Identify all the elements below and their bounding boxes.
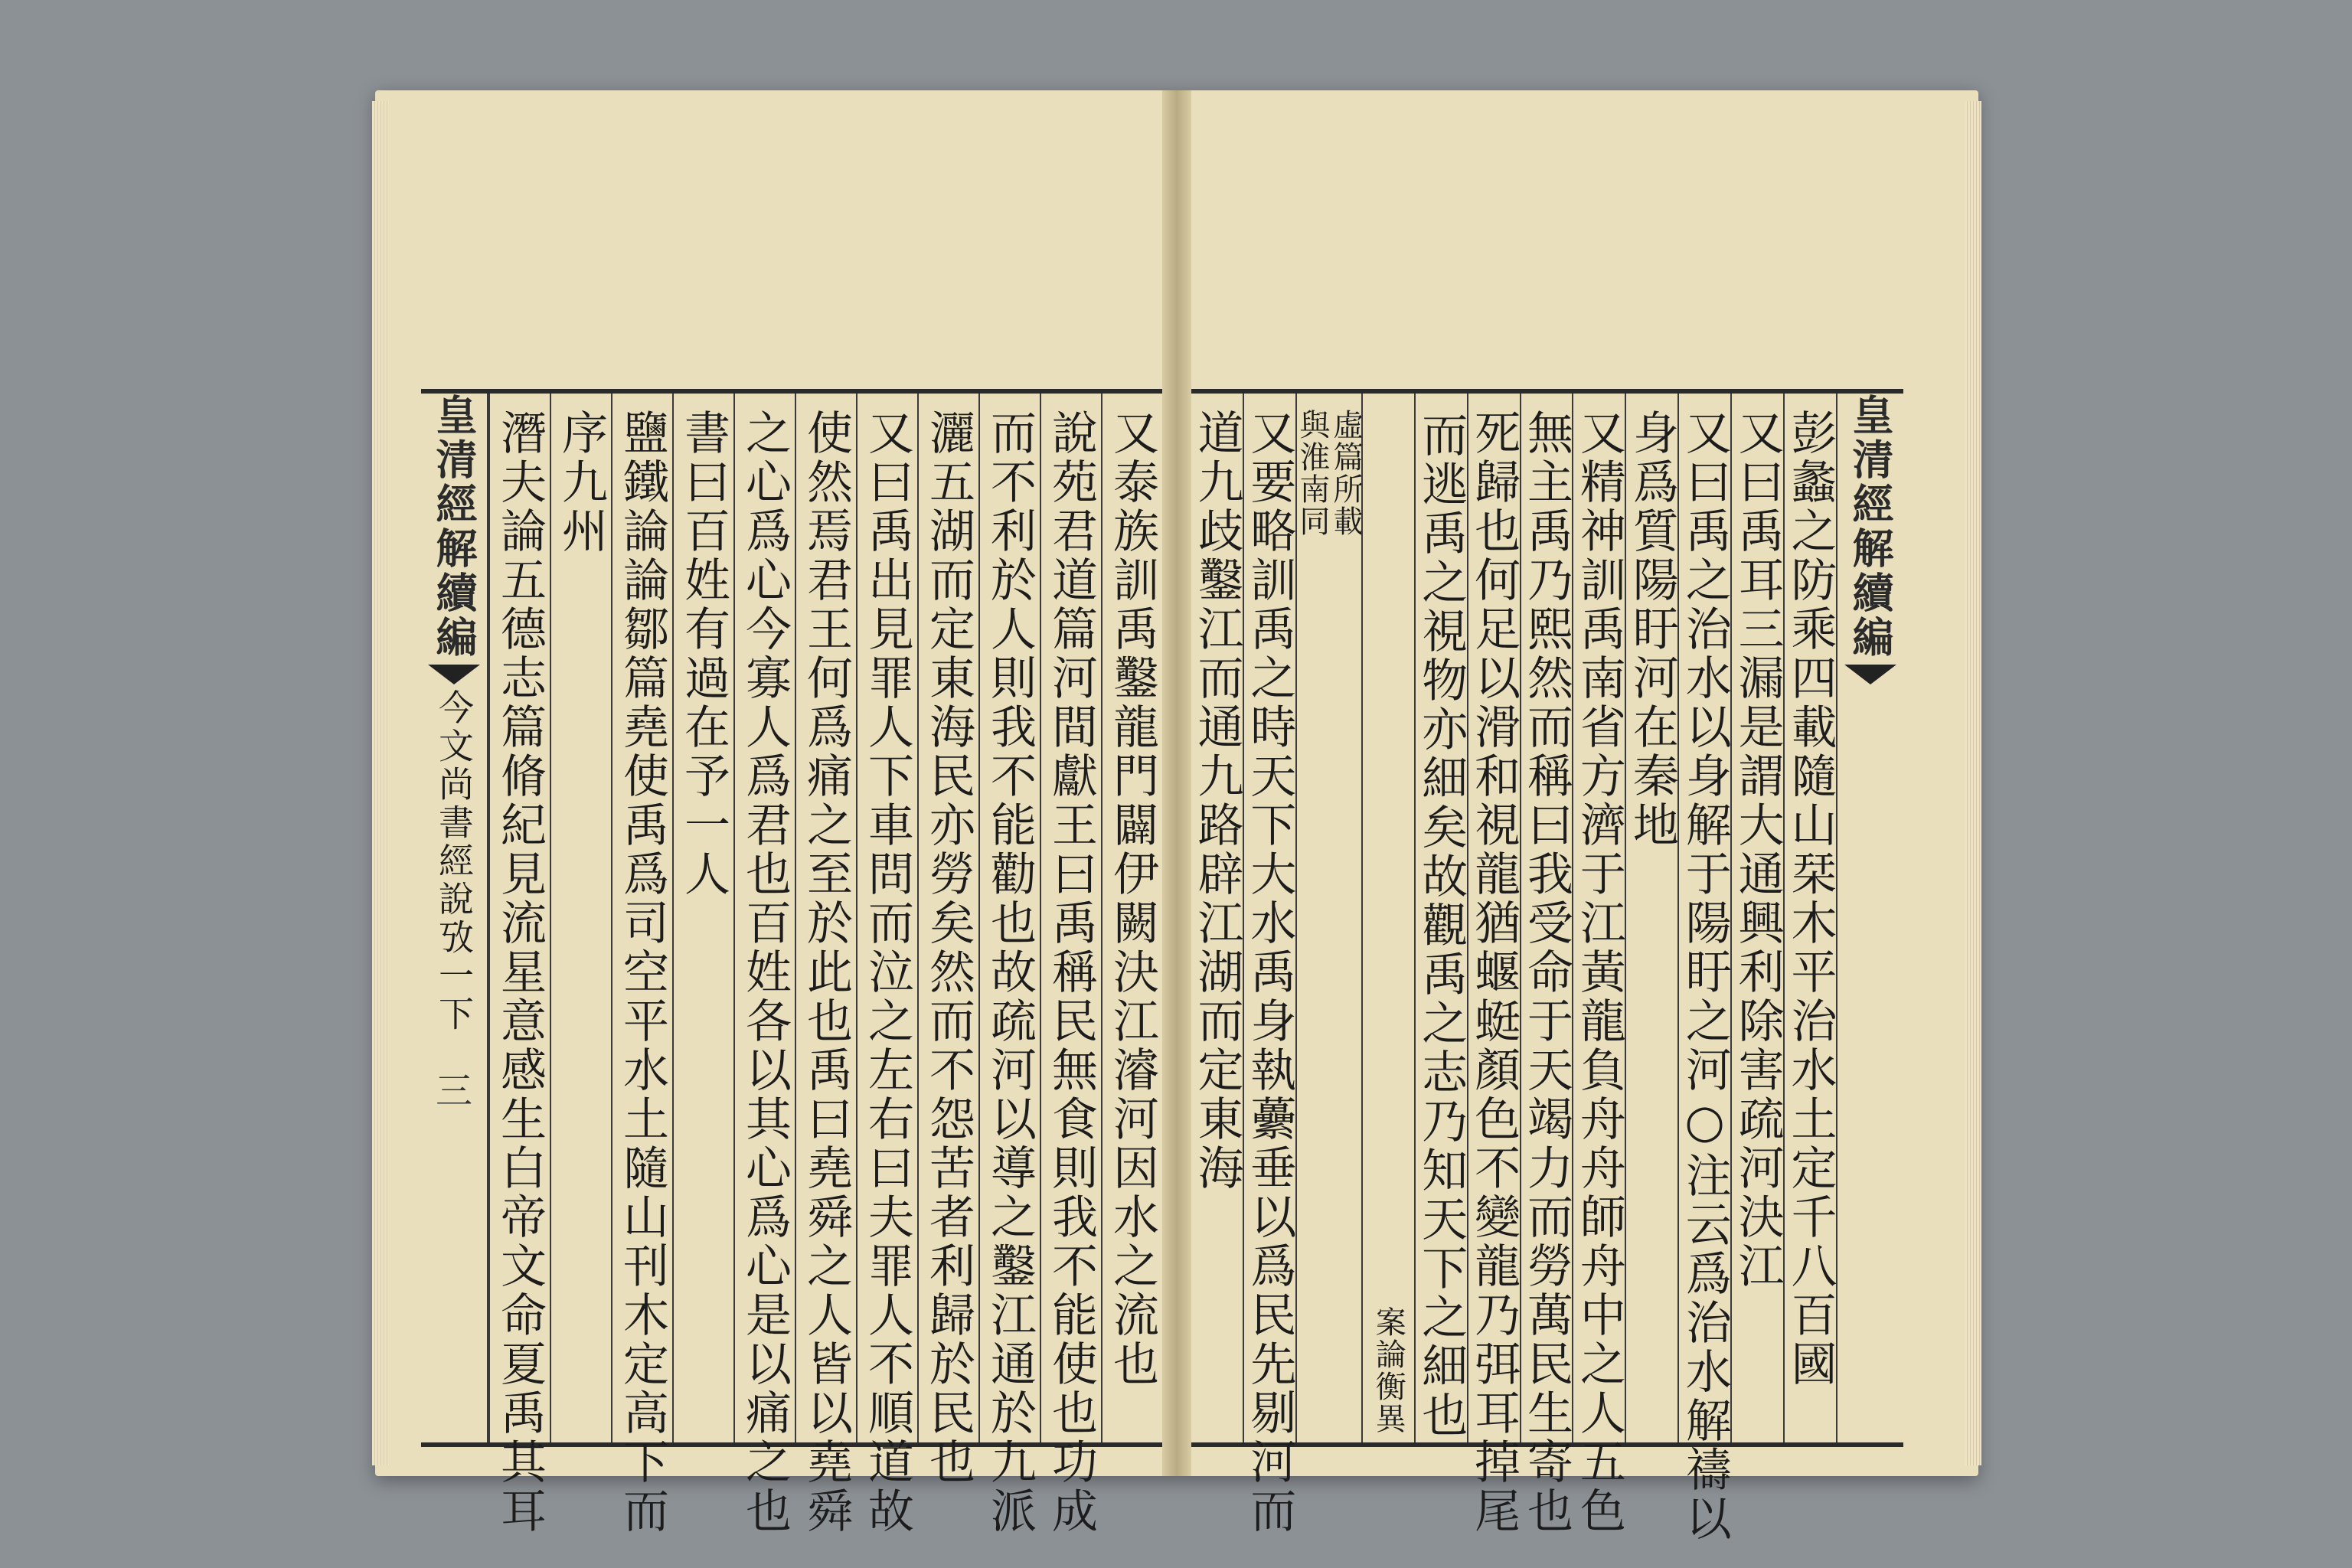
- fishtail-mark: [1844, 665, 1896, 684]
- text-column: [488, 394, 550, 1536]
- column-text: 說苑君道篇河間獻王曰禹稱民無食則我不能使也功成: [1044, 409, 1098, 1536]
- text-column: [550, 394, 611, 1442]
- small-note: 虛篇所載: [1328, 409, 1364, 537]
- block-heart-right: [1836, 394, 1903, 1442]
- column-text: 之心爲心今寡人爲君也百姓各以其心爲心是以痛之也: [738, 409, 792, 1536]
- text-column: [1101, 394, 1162, 1442]
- header-title: 皇清經解續編: [1846, 394, 1895, 660]
- center-caption: 今文尚書經說攷一下: [433, 689, 475, 1034]
- book-gutter: [1162, 90, 1191, 1476]
- text-column: [1467, 394, 1521, 1536]
- column-text: 又泰族訓禹鑿龍門闢伊闕決江濬河因水之流也: [1106, 409, 1159, 1389]
- text-column: [1414, 394, 1467, 1442]
- column-text: 使然焉君王何爲痛之至於此也禹曰堯舜之人皆以堯舜: [799, 409, 853, 1536]
- column-text: 又曰禹耳三漏是謂大通興利除害疏河決江: [1730, 409, 1785, 1291]
- text-column: [978, 394, 1040, 1536]
- open-book: [375, 90, 1978, 1544]
- left-text-frame: [421, 389, 1162, 1536]
- column-text: 又曰禹出見罪人下車問而泣之左右曰夫罪人不順道故: [861, 409, 914, 1536]
- text-column: [1191, 394, 1243, 1442]
- column-text: 又要略訓禹之時天下大水禹身執虆垂以爲民先剔河而: [1243, 409, 1297, 1536]
- text-column: [1243, 394, 1297, 1536]
- small-note: 與淮南同: [1294, 409, 1330, 537]
- column-text: 道九歧鑿江而通九路辟江湖而定東海: [1190, 409, 1244, 1193]
- left-page: [389, 90, 1162, 1536]
- column-text: 身爲質陽盱河在秦地: [1625, 409, 1679, 850]
- column-text: 而逃禹之視物亦細矣故觀禹之志乃知天下之細也: [1414, 411, 1468, 1440]
- header-title: 皇清經解續編: [430, 394, 479, 660]
- text-column: [1783, 394, 1836, 1442]
- right-page-edges: [1965, 101, 1981, 1465]
- column-text: 又曰禹之治水以身解于陽盱之河○注云爲治水解禱以: [1677, 409, 1732, 1544]
- column-text: 彭蠡之防乘四載隨山栞木平治水土定千八百國: [1783, 409, 1838, 1389]
- column-text: 而不利於人則我不能勸也故疏河以導之鑿江通於九派: [983, 409, 1037, 1536]
- right-text-frame: [1190, 389, 1903, 1544]
- column-text: 序九州: [554, 409, 608, 556]
- text-column: [1625, 394, 1677, 1442]
- column-text: 死歸也何足以滑和視龍猶蝘蜓顏色不變龍乃弭耳掉尾: [1467, 409, 1521, 1536]
- page-number: 三: [435, 1070, 472, 1112]
- right-page: [1190, 90, 1965, 1544]
- text-column: [733, 394, 795, 1536]
- small-note: 案論衡異: [1370, 1306, 1406, 1435]
- text-column: [672, 394, 733, 1442]
- text-column: [856, 394, 917, 1536]
- text-column: [1677, 394, 1732, 1544]
- text-column: [1040, 394, 1101, 1536]
- left-page-edges: [372, 101, 389, 1465]
- text-column: [611, 394, 672, 1536]
- note-column: [1361, 394, 1414, 1442]
- text-column: [795, 394, 856, 1536]
- column-text: 書曰百姓有過在予一人: [677, 409, 730, 899]
- column-text: 無主禹乃熙然而稱曰我受命于天竭力而勞萬民生寄也: [1520, 409, 1574, 1536]
- fishtail-mark: [428, 665, 480, 684]
- block-heart-left: [421, 394, 488, 1442]
- text-column: [917, 394, 978, 1487]
- note-column: [1294, 394, 1364, 1442]
- column-text: 潛夫論五德志篇脩紀見流星意感生白帝文命夏禹其耳: [493, 409, 547, 1536]
- text-column: [1730, 394, 1783, 1442]
- small-note-pair: [1294, 394, 1364, 1442]
- text-column: [1520, 394, 1574, 1536]
- text-column: [1572, 394, 1626, 1536]
- column-text: 又精神訓禹南省方濟于江黃龍負舟舟師舟中之人五色: [1572, 409, 1626, 1536]
- column-text: 鹽鐵論論鄒篇堯使禹爲司空平水土隨山刊木定高下而: [616, 409, 669, 1536]
- column-text: 灑五湖而定東海民亦勞矣然而不怨苦者利歸於民也: [922, 409, 975, 1487]
